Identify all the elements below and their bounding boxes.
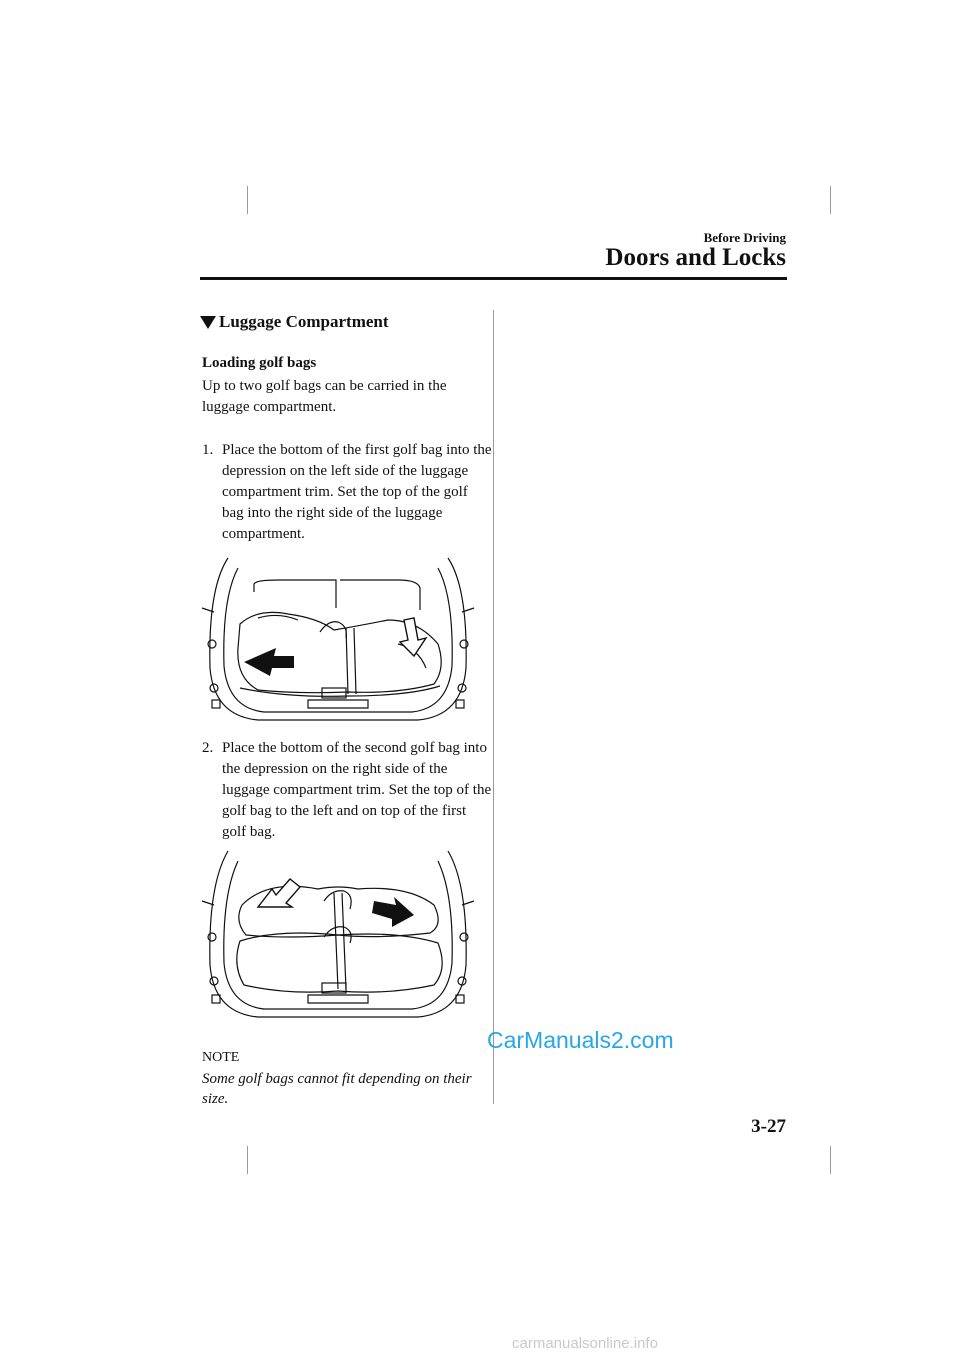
column-divider [493,310,494,1104]
section-heading-text: Luggage Compartment [219,312,389,331]
crop-mark [830,186,831,214]
footer-site-text: carmanualsonline.info [512,1335,658,1352]
golf-bag-figure-1 [198,548,478,728]
section-heading [200,312,389,332]
page-number: 3-27 [751,1116,786,1137]
note-text: Some golf bags cannot fit depending on their size. [202,1071,472,1107]
crop-mark [830,1146,831,1174]
step-1 [202,440,492,545]
crop-mark [247,186,248,214]
header-rule [200,277,787,280]
step-number: 1. [202,442,214,458]
step-2 [202,738,492,843]
watermark-logo: CarManuals2.com [487,1027,674,1053]
golf-bag-figure-2 [198,845,478,1025]
step-text: Place the bottom of the second golf bag into the depression on the right side of the luggage compartment trim. Set the top of the golf bag to the left and on top of the first golf bag. [222,740,492,840]
note-label: NOTE [202,1050,240,1065]
step-number: 2. [202,740,214,756]
triangle-down-icon [200,316,216,329]
step-text: Place the bottom of the first golf bag into the depression on the left side of the luggage compartment trim. Set the top of the golf bag into the right side of the luggage compartment. [222,442,492,542]
subheading: Loading golf bags [202,355,317,371]
intro-paragraph: Up to two golf bags can be carried in the luggage compartment. [202,378,447,415]
section-label: Before Driving [703,230,786,245]
page-title: Doors and Locks [605,244,786,271]
crop-mark [247,1146,248,1174]
